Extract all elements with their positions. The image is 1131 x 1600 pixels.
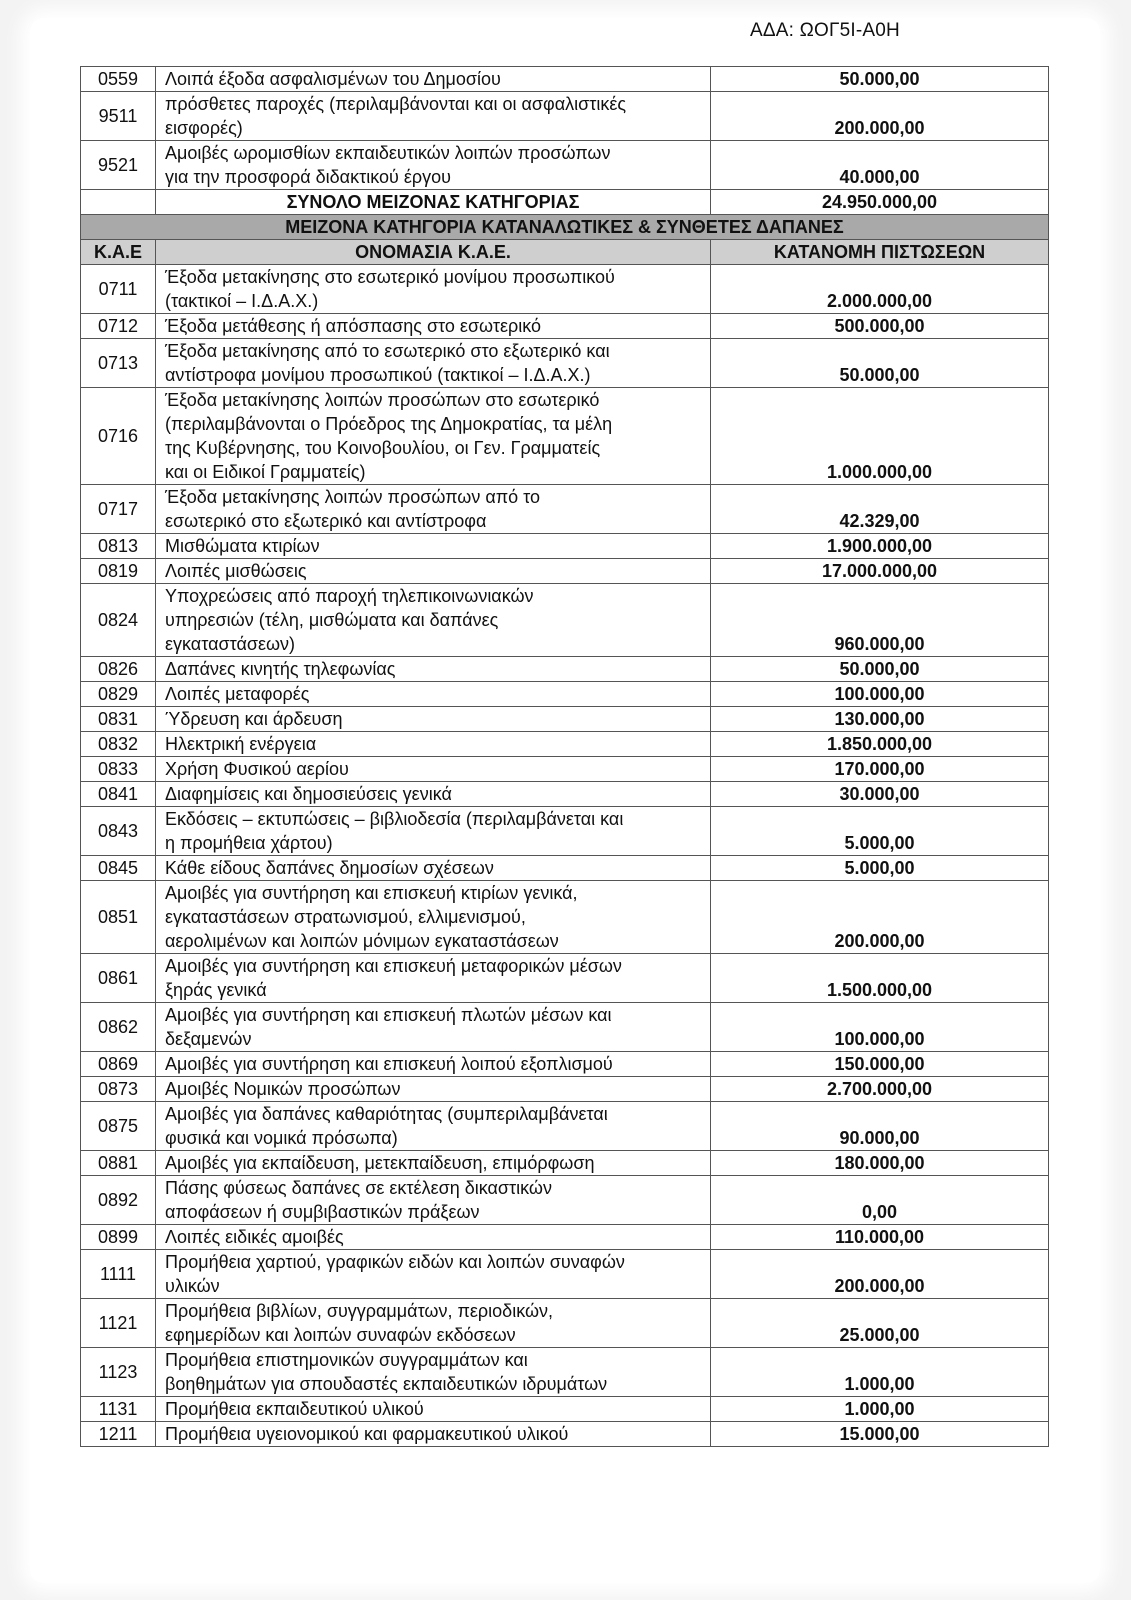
kae-amount: 50.000,00 [711, 67, 1049, 92]
section-title: ΜΕΙΖΟΝΑ ΚΑΤΗΓΟΡΙΑ ΚΑΤΑΝΑΛΩΤΙΚΕΣ & ΣΥΝΘΕΤΕΣ ΔΑΠΑΝΕΣ [81, 215, 1049, 240]
kae-amount: 100.000,00 [711, 1003, 1049, 1052]
kae-amount: 170.000,00 [711, 757, 1049, 782]
kae-name: Προμήθεια εκπαιδευτικού υλικού [156, 1397, 711, 1422]
table-row [81, 682, 1049, 707]
kae-name: Λοιπές ειδικές αμοιβές [156, 1225, 711, 1250]
column-header-name: ΟΝΟΜΑΣΙΑ Κ.Α.Ε. [156, 240, 711, 265]
table-row [81, 314, 1049, 339]
kae-code: 0813 [81, 534, 156, 559]
kae-code: 0851 [81, 881, 156, 954]
kae-name: Πάσης φύσεως δαπάνες σε εκτέλεση δικαστικών αποφάσεων ή συμβιβαστικών πράξεων [156, 1176, 711, 1225]
kae-code: 1111 [81, 1250, 156, 1299]
column-header-row [81, 240, 1049, 265]
kae-name: Έξοδα μετάθεσης ή απόσπασης στο εσωτερικό [156, 314, 711, 339]
kae-name: Αμοιβές για εκπαίδευση, μετεκπαίδευση, επιμόρφωση [156, 1151, 711, 1176]
kae-code: 0841 [81, 782, 156, 807]
kae-amount: 17.000.000,00 [711, 559, 1049, 584]
table-row [81, 1176, 1049, 1225]
table-row [81, 954, 1049, 1003]
kae-code: 0869 [81, 1052, 156, 1077]
table-row [81, 584, 1049, 657]
kae-amount: 200.000,00 [711, 881, 1049, 954]
column-header-amount: ΚΑΤΑΝΟΜΗ ΠΙΣΤΩΣΕΩΝ [711, 240, 1049, 265]
kae-amount: 1.000,00 [711, 1397, 1049, 1422]
table-row [81, 856, 1049, 881]
table-row [81, 881, 1049, 954]
table-row [81, 1225, 1049, 1250]
kae-code: 0819 [81, 559, 156, 584]
kae-amount: 5.000,00 [711, 856, 1049, 881]
ada-code: ΑΔΑ: ΩΟΓ5Ι-Α0Η [750, 20, 900, 41]
kae-amount: 25.000,00 [711, 1299, 1049, 1348]
total-row [81, 190, 1049, 215]
table-row [81, 1348, 1049, 1397]
kae-code: 0881 [81, 1151, 156, 1176]
kae-code: 0845 [81, 856, 156, 881]
kae-amount: 150.000,00 [711, 1052, 1049, 1077]
kae-code: 0861 [81, 954, 156, 1003]
section-title-row [81, 215, 1049, 240]
kae-amount: 0,00 [711, 1176, 1049, 1225]
kae-code: 9521 [81, 141, 156, 190]
kae-amount: 130.000,00 [711, 707, 1049, 732]
kae-code: 0833 [81, 757, 156, 782]
kae-amount: 1.000,00 [711, 1348, 1049, 1397]
kae-name: πρόσθετες παροχές (περιλαμβάνονται και οι ασφαλιστικές εισφορές) [156, 92, 711, 141]
kae-amount: 1.900.000,00 [711, 534, 1049, 559]
kae-name: Εκδόσεις – εκτυπώσεις – βιβλιοδεσία (περιλαμβάνεται και η προμήθεια χάρτου) [156, 807, 711, 856]
kae-name: Προμήθεια υγειονομικού και φαρμακευτικού υλικού [156, 1422, 711, 1447]
table-row [81, 67, 1049, 92]
kae-code: 0824 [81, 584, 156, 657]
kae-name: Λοιπές μισθώσεις [156, 559, 711, 584]
kae-amount: 2.700.000,00 [711, 1077, 1049, 1102]
kae-name: Έξοδα μετακίνησης λοιπών προσώπων από το εσωτερικό στο εξωτερικό και αντίστροφα [156, 485, 711, 534]
table-row [81, 141, 1049, 190]
kae-name: Αμοιβές για συντήρηση και επισκευή κτιρίων γενικά, εγκαταστάσεων στρατωνισμού, ελλιμενισμού, αερολιμένων και λοιπών μόνιμων εγκαταστάσεων [156, 881, 711, 954]
kae-name: Ηλεκτρική ενέργεια [156, 732, 711, 757]
kae-amount: 100.000,00 [711, 682, 1049, 707]
table-row [81, 265, 1049, 314]
kae-code: 0873 [81, 1077, 156, 1102]
kae-name: Αμοιβές για συντήρηση και επισκευή πλωτών μέσων και δεξαμενών [156, 1003, 711, 1052]
kae-code: 1121 [81, 1299, 156, 1348]
kae-name: Έξοδα μετακίνησης στο εσωτερικό μονίμου προσωπικού (τακτικοί – Ι.Δ.Α.Χ.) [156, 265, 711, 314]
kae-amount: 15.000,00 [711, 1422, 1049, 1447]
kae-amount: 50.000,00 [711, 657, 1049, 682]
kae-amount: 1.500.000,00 [711, 954, 1049, 1003]
kae-code: 0875 [81, 1102, 156, 1151]
table-row [81, 1422, 1049, 1447]
kae-code: 1131 [81, 1397, 156, 1422]
kae-amount: 960.000,00 [711, 584, 1049, 657]
kae-amount: 50.000,00 [711, 339, 1049, 388]
kae-amount: 200.000,00 [711, 92, 1049, 141]
kae-code: 0892 [81, 1176, 156, 1225]
table-row [81, 657, 1049, 682]
kae-name: Υποχρεώσεις από παροχή τηλεπικοινωνιακών υπηρεσιών (τέλη, μισθώματα και δαπάνες εγκαταστάσεων) [156, 584, 711, 657]
table-row [81, 1397, 1049, 1422]
kae-code: 0713 [81, 339, 156, 388]
table-row [81, 732, 1049, 757]
kae-name: Ύδρευση και άρδευση [156, 707, 711, 732]
kae-amount: 90.000,00 [711, 1102, 1049, 1151]
kae-code: 0829 [81, 682, 156, 707]
table-row [81, 1077, 1049, 1102]
kae-amount: 40.000,00 [711, 141, 1049, 190]
table-row [81, 1151, 1049, 1176]
table-row [81, 807, 1049, 856]
kae-code: 0717 [81, 485, 156, 534]
table-row [81, 1250, 1049, 1299]
kae-amount: 2.000.000,00 [711, 265, 1049, 314]
kae-code: 1123 [81, 1348, 156, 1397]
kae-amount: 1.000.000,00 [711, 388, 1049, 485]
table-row [81, 339, 1049, 388]
table-row [81, 782, 1049, 807]
table-row [81, 534, 1049, 559]
kae-code: 0832 [81, 732, 156, 757]
kae-name: Αμοιβές ωρομισθίων εκπαιδευτικών λοιπών προσώπων για την προσφορά διδακτικού έργου [156, 141, 711, 190]
kae-name: Αμοιβές για συντήρηση και επισκευή μεταφορικών μέσων ξηράς γενικά [156, 954, 711, 1003]
table-row [81, 707, 1049, 732]
budget-table [80, 66, 1049, 1447]
kae-code: 0711 [81, 265, 156, 314]
kae-name: Διαφημίσεις και δημοσιεύσεις γενικά [156, 782, 711, 807]
kae-code: 9511 [81, 92, 156, 141]
kae-name: Κάθε είδους δαπάνες δημοσίων σχέσεων [156, 856, 711, 881]
budget-table-body [81, 67, 1049, 1447]
kae-name: Προμήθεια βιβλίων, συγγραμμάτων, περιοδικών, εφημερίδων και λοιπών συναφών εκδόσεων [156, 1299, 711, 1348]
kae-code: 0843 [81, 807, 156, 856]
kae-code: 0899 [81, 1225, 156, 1250]
kae-code: 0559 [81, 67, 156, 92]
table-row [81, 485, 1049, 534]
kae-name: Προμήθεια επιστημονικών συγγραμμάτων και βοηθημάτων για σπουδαστές εκπαιδευτικών ιδρυμάτων [156, 1348, 711, 1397]
kae-name: Προμήθεια χαρτιού, γραφικών ειδών και λοιπών συναφών υλικών [156, 1250, 711, 1299]
table-row [81, 388, 1049, 485]
kae-amount: 500.000,00 [711, 314, 1049, 339]
kae-code: 0826 [81, 657, 156, 682]
table-row [81, 1003, 1049, 1052]
column-header-code: Κ.Α.Ε [81, 240, 156, 265]
kae-name: Αμοιβές Νομικών προσώπων [156, 1077, 711, 1102]
total-label: ΣΥΝΟΛΟ ΜΕΙΖΟΝΑΣ ΚΑΤΗΓΟΡΙΑΣ [156, 190, 711, 215]
kae-amount: 5.000,00 [711, 807, 1049, 856]
kae-code: 0716 [81, 388, 156, 485]
kae-amount: 42.329,00 [711, 485, 1049, 534]
kae-name: Μισθώματα κτιρίων [156, 534, 711, 559]
kae-code: 1211 [81, 1422, 156, 1447]
kae-code: 0831 [81, 707, 156, 732]
kae-amount: 110.000,00 [711, 1225, 1049, 1250]
kae-amount: 200.000,00 [711, 1250, 1049, 1299]
table-row [81, 1052, 1049, 1077]
kae-name: Αμοιβές για συντήρηση και επισκευή λοιπού εξοπλισμού [156, 1052, 711, 1077]
kae-name: Έξοδα μετακίνησης από το εσωτερικό στο εξωτερικό και αντίστροφα μονίμου προσωπικού (τακτικοί – Ι.Δ.Α.Χ.) [156, 339, 711, 388]
table-row [81, 92, 1049, 141]
kae-amount: 1.850.000,00 [711, 732, 1049, 757]
kae-name: Λοιπά έξοδα ασφαλισμένων του Δημοσίου [156, 67, 711, 92]
kae-name: Χρήση Φυσικού αερίου [156, 757, 711, 782]
total-amount: 24.950.000,00 [711, 190, 1049, 215]
table-row [81, 1299, 1049, 1348]
kae-amount: 180.000,00 [711, 1151, 1049, 1176]
table-row [81, 757, 1049, 782]
kae-name: Έξοδα μετακίνησης λοιπών προσώπων στο εσωτερικό (περιλαμβάνονται ο Πρόεδρος της Δημοκρατίας, τα μέλη της Κυβέρνησης, του Κοινοβουλίου, οι Γεν. Γραμματείς και οι Ειδικοί Γραμματείς) [156, 388, 711, 485]
table-row [81, 559, 1049, 584]
kae-name: Λοιπές μεταφορές [156, 682, 711, 707]
kae-code: 0712 [81, 314, 156, 339]
kae-name: Δαπάνες κινητής τηλεφωνίας [156, 657, 711, 682]
kae-name: Αμοιβές για δαπάνες καθαριότητας (συμπεριλαμβάνεται φυσικά και νομικά πρόσωπα) [156, 1102, 711, 1151]
table-row [81, 1102, 1049, 1151]
kae-code: 0862 [81, 1003, 156, 1052]
kae-amount: 30.000,00 [711, 782, 1049, 807]
total-empty-cell [81, 190, 156, 215]
